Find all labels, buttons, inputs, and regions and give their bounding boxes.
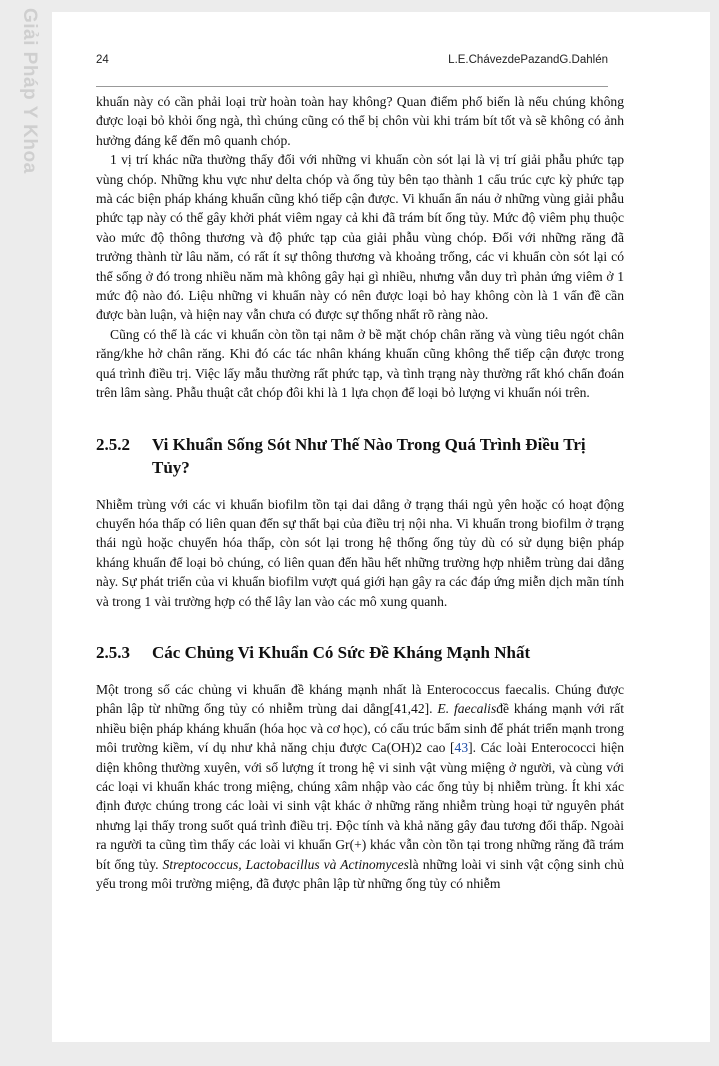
text-run: đề kháng mạnh với rất nhiều biện pháp kháng khuẩn (hóa học và cơ học), có cấu trúc bẩm sinh để phát triển mạnh trong môi trường kiềm, ví dụ như khả năng chịu được Ca(OH)2 cao [ — [96, 701, 624, 756]
header-rule — [96, 86, 608, 87]
page-body — [96, 92, 624, 893]
section-number: 2.5.2 — [96, 434, 130, 454]
section-heading-2-5-3 — [96, 641, 624, 664]
watermark: Giải Pháp Y Khoa — [19, 8, 40, 174]
italic-species-names: Streptococcus, Lactobacillus và Actinomyces — [162, 856, 409, 872]
running-title: L.E.ChávezdePazandG.Dahlén — [448, 54, 608, 66]
paragraph-1: khuẩn này có cần phải loại trừ hoàn toàn hay không? Quan điểm phổ biến là nếu chúng không được loại bỏ khỏi ống ngà, thì chúng cũng có thể bị chôn vùi khi trám bít tốt và sẽ không có ảnh hưởng đáng kể đến mô quanh chóp. — [96, 94, 624, 148]
section-title: Vi Khuẩn Sống Sót Như Thế Nào Trong Quá Trình Điều Trị Tủy? — [152, 434, 586, 477]
text-run: là những loài vi sinh vật cộng sinh chủ yếu trong môi trường miệng, đã được phân lập từ những ống tủy có nhiễm — [96, 856, 624, 891]
section-2-5-2-paragraph: Nhiễm trùng với các vi khuẩn biofilm tồn tại dai dẳng ở trạng thái ngủ yên hoặc có hoạt động chuyển hóa thấp có liên quan đến sự thất bại của điều trị nội nha. Vi khuẩn trong biofilm ở trạng thái ngủ hoặc chuyển hóa thấp, còn sót lại trong hệ thống ống tủy dù có sử dụng biện pháp kháng khuẩn để loại bỏ chúng, có liên quan đến hầu hết những trường hợp nhiễm trùng dai dẳng này. Sự phát triển của vi khuẩn biofilm vượt quá giới hạn gây ra các đáp ứng miễn dịch mãn tính và trong 1 vài trường hợp có thể lây lan vào các mô xung quanh. — [96, 496, 624, 609]
italic-species-name: E. faecalis — [437, 701, 497, 717]
text-run: Một trong số các chủng vi khuẩn đề kháng mạnh nhất là Enterococcus faecalis. Chúng được phân lập từ những ống tủy có nhiễm trùng dai dẳng[41,42]. — [96, 681, 624, 717]
paragraph-2: 1 vị trí khác nữa thường thấy đối với những vi khuẩn còn sót lại là vị trí giải phẫu phức tạp vùng chóp. Những khu vực như delta chóp và ống tủy bên tạo thành 1 cấu trúc cực kỳ phức tạp mà các biện pháp kháng khuẩn cũng khó tiếp cận được. Vi khuẩn ẩn náu ở những vùng giải phẫu phức tạp này có thể gây khởi phát viêm ngay cả khi đã trám bít ống tủy. Mức độ viêm phụ thuộc vào mức độ thông thương và độ phức tạp của giải phẫu vùng chóp. Đối với những răng đã trưởng thành từ lâu năm, có rất ít sự thông thương và khoảng trống, các vi khuẩn còn sót lại có thể sống ở đó trong nhiều năm mà không gây hại gì nhiều, nhưng vẫn duy trì phản ứng viêm ở 1 mức độ nào đó. Liệu những vi khuẩn này có nên được loại bỏ hay không còn là 1 vấn đề cần được bàn luận, và hiện nay vẫn chưa có được sự thống nhất rõ ràng nào. — [96, 152, 624, 323]
section-number: 2.5.3 — [96, 642, 130, 662]
section-heading-2-5-2 — [96, 433, 624, 479]
document-page — [52, 12, 710, 1042]
page-number: 24 — [96, 54, 109, 66]
text-run: ]. Các loài Enterococci hiện diện không thường xuyên, với số lượng ít trong hệ vi sinh vật vùng miệng ở người, và cùng với các loại vi khuẩn khác trong miệng, chúng xâm nhập vào các ống tủy bị nhiễm trùng. Ít khi xác định được chúng trong các loài vi sinh vật khác ở những răng nhiễm trùng hoại tử nguyên phát nhưng lại thấy trong suốt quá trình điều trị. Độc tính và khả năng gây đau tương đối thấp. Ngoài ra người ta cũng tìm thấy các loài vi khuẩn Gr(+) khác vẫn còn tồn tại trong những răng đã trám bít ống tủy. — [96, 740, 624, 872]
section-2-5-3-paragraph — [96, 680, 624, 893]
paragraph-3: Cũng có thể là các vi khuẩn còn tồn tại nằm ở bề mặt chóp chân răng và vùng tiêu ngót chân răng/khe hở chân răng. Khi đó các tác nhân kháng khuẩn cũng không thể tiếp cận được trong quá trình điều trị. Việc lấy mẫu thường rất phức tạp, và tình trạng này thường rất khó chẩn đoán trên lâm sàng. Phẫu thuật cắt chóp đôi khi là 1 lựa chọn để loại bỏ lượng vi khuẩn nói trên. — [96, 326, 624, 401]
section-title: Các Chủng Vi Khuẩn Có Sức Đề Kháng Mạnh Nhất — [152, 642, 531, 662]
citation-link[interactable]: 43 — [454, 740, 469, 756]
